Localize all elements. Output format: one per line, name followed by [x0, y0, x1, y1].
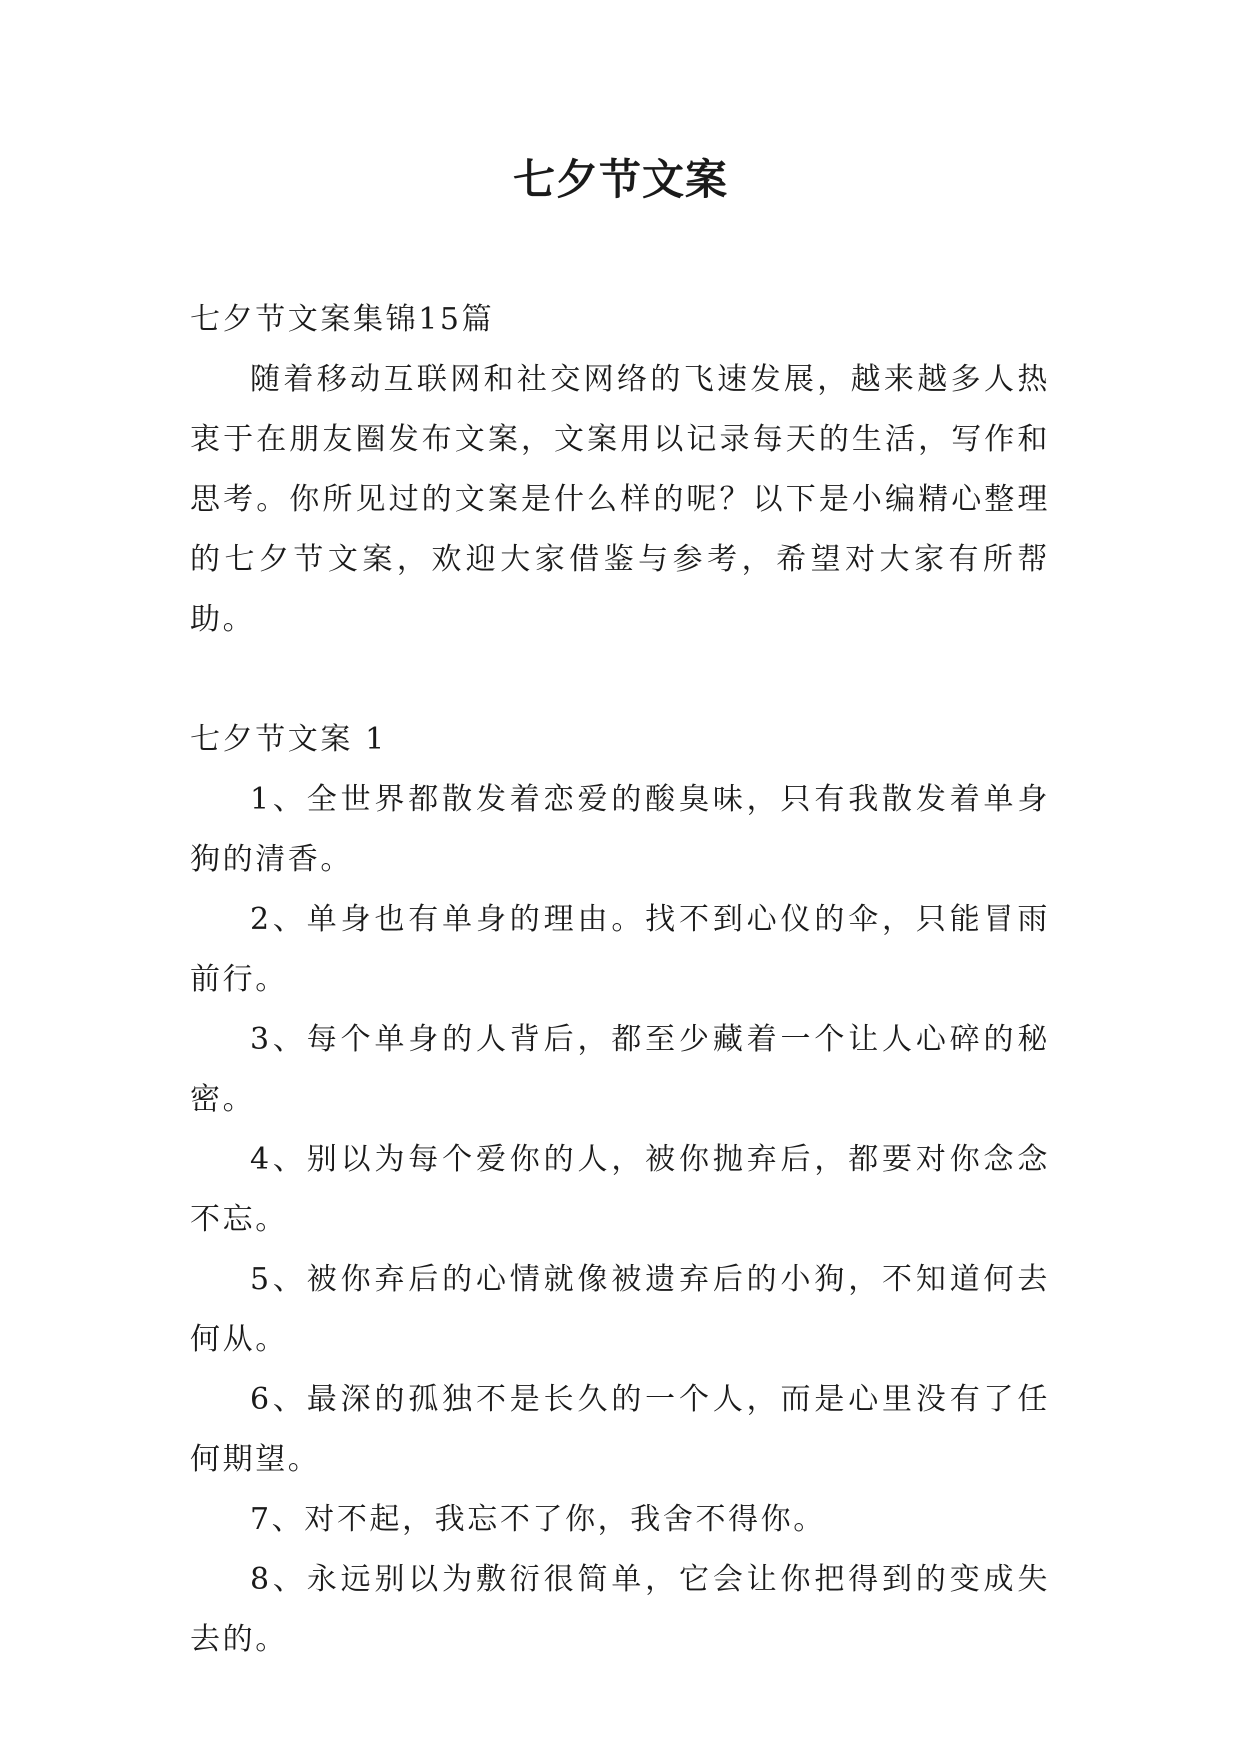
list-item: 3、每个单身的人背后，都至少藏着一个让人心碎的秘密。 — [190, 1022, 1050, 1117]
list-item: 4、别以为每个爱你的人，被你抛弃后，都要对你念念不忘。 — [190, 1142, 1050, 1237]
list-item: 8、永远别以为敷衍很简单，它会让你把得到的变成失去的。 — [190, 1562, 1050, 1657]
document-title: 七夕节文案 — [512, 155, 728, 204]
list-item: 6、最深的孤独不是长久的一个人，而是心里没有了任何期望。 — [190, 1382, 1050, 1477]
document-subtitle: 七夕节文案集锦15篇 — [190, 302, 495, 337]
list-item: 1、全世界都散发着恋爱的酸臭味，只有我散发着单身狗的清香。 — [190, 782, 1050, 877]
list-item: 7、对不起，我忘不了你，我舍不得你。 — [250, 1502, 826, 1537]
list-item: 2、单身也有单身的理由。找不到心仪的伞，只能冒雨前行。 — [190, 902, 1050, 997]
section-heading: 七夕节文案 1 — [190, 722, 387, 757]
document-body — [190, 290, 1050, 1670]
intro-paragraph: 随着移动互联网和社交网络的飞速发展，越来越多人热衷于在朋友圈发布文案，文案用以记录每天的生活，写作和思考。你所见过的文案是什么样的呢？以下是小编精心整理的七夕节文案，欢迎大家借鉴与参考，希望对大家有所帮助。 — [190, 362, 1050, 637]
list-item: 5、被你弃后的心情就像被遗弃后的小狗，不知道何去何从。 — [190, 1262, 1050, 1357]
